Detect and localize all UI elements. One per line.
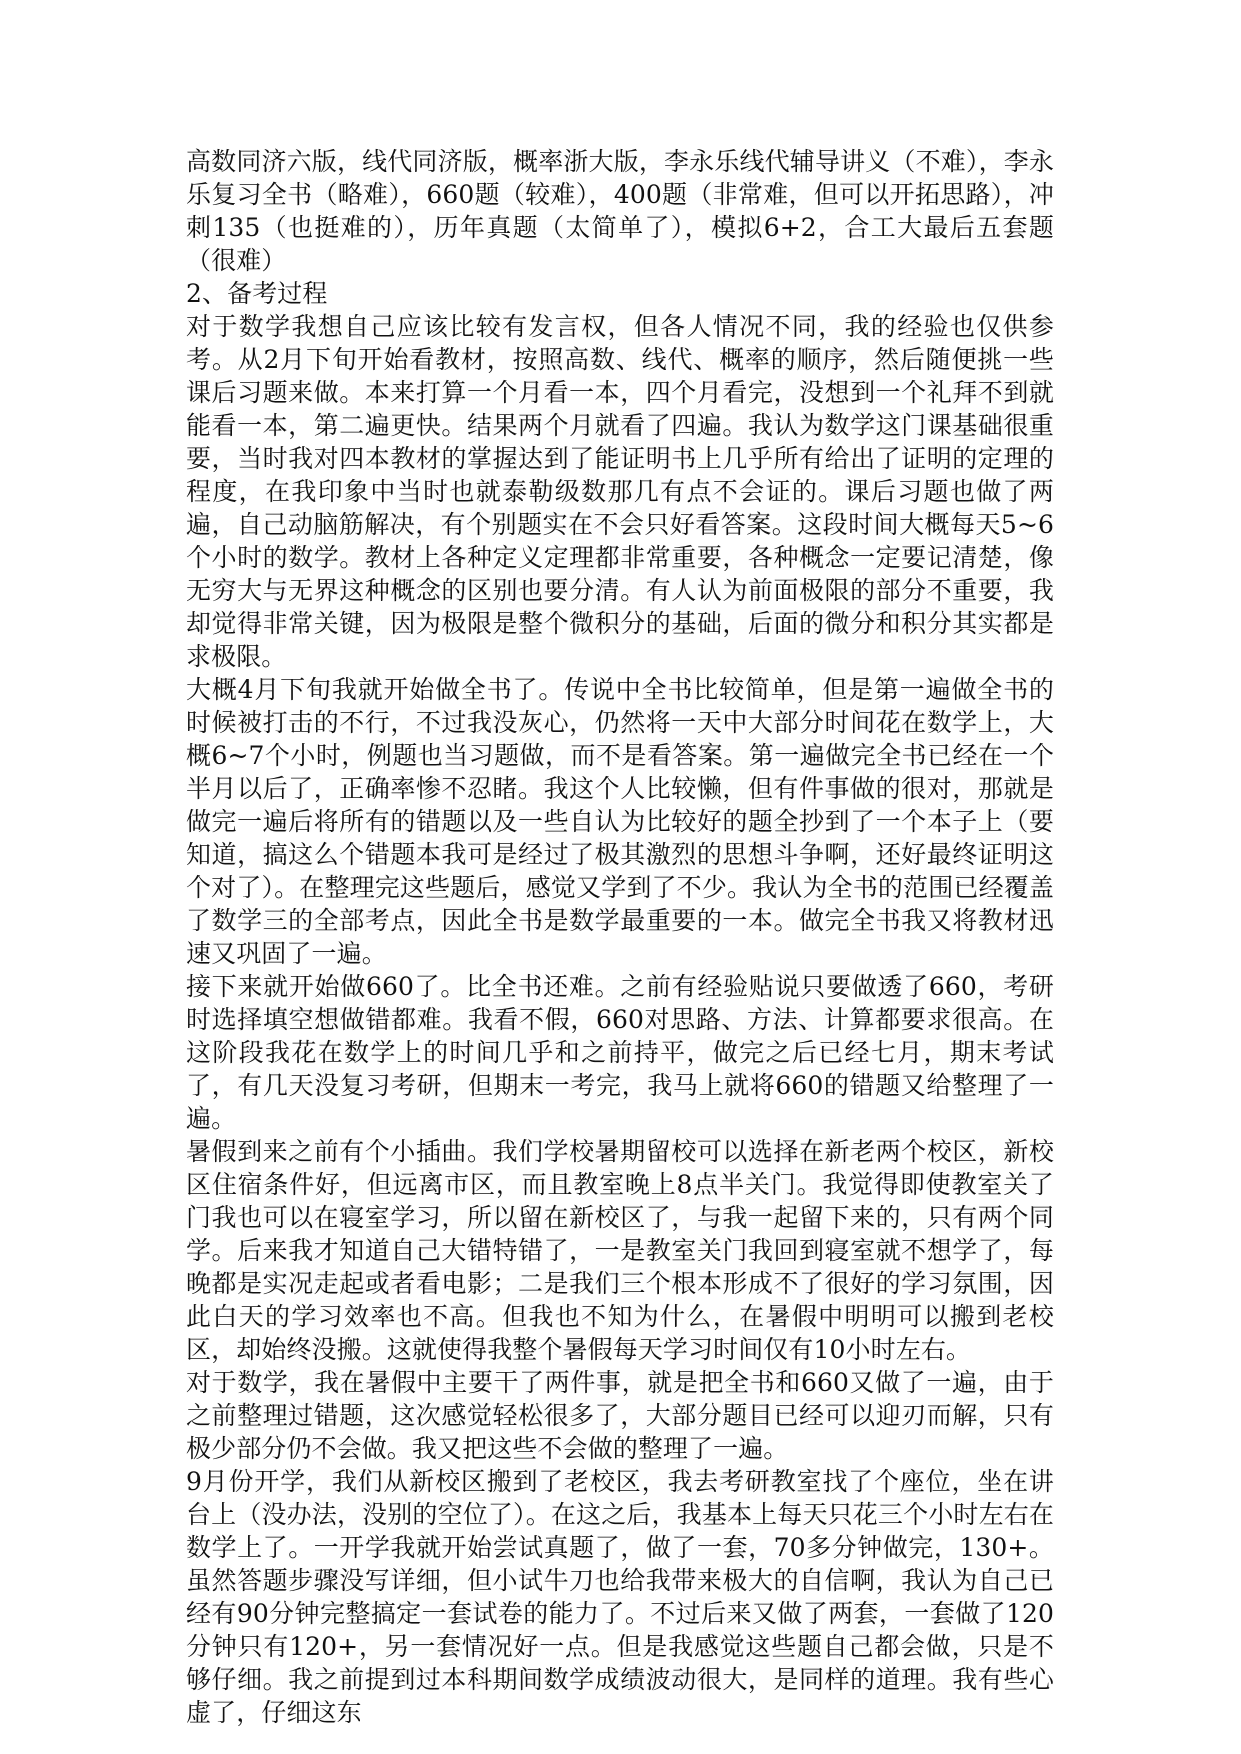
paragraph-660-problems: 接下来就开始做660了。比全书还难。之前有经验贴说只要做透了660，考研时选择填空想做错都难。我看不假，660对思路、方法、计算都要求很高。在这阶段我花在数学上的时间几乎和之前持平，做完之后已经七月，期末考试了，有几天没复习考研，但期末一考完，我马上就将660的错题又给整理了一遍。 xyxy=(186,972,1054,1133)
document-body xyxy=(186,145,1054,1729)
paragraph-book-list: 高数同济六版，线代同济版，概率浙大版，李永乐线代辅导讲义（不难），李永乐复习全书（略难），660题（较难），400题（非常难，但可以开拓思路），冲刺135（也挺难的），历年真题（太简单了），模拟6+2，合工大最后五套题（很难） xyxy=(186,147,1054,275)
paragraph-summer-episode: 暑假到来之前有个小插曲。我们学校暑期留校可以选择在新老两个校区，新校区住宿条件好，但远离市区，而且教室晚上8点半关门。我觉得即使教室关了门我也可以在寝室学习，所以留在新校区了，与我一起留下来的，只有两个同学。后来我才知道自己大错特错了，一是教室关门我回到寝室就不想学了，每晚都是实况走起或者看电影；二是我们三个根本形成不了很好的学习氛围，因此白天的学习效率也不高。但我也不知为什么，在暑假中明明可以搬到老校区，却始终没搬。这就使得我整个暑假每天学习时间仅有10小时左右。 xyxy=(186,1137,1054,1364)
paragraph-summer-math: 对于数学，我在暑假中主要干了两件事，就是把全书和660又做了一遍，由于之前整理过错题，这次感觉轻松很多了，大部分题目已经可以迎刃而解，只有极少部分仍不会做。我又把这些不会做的整理了一遍。 xyxy=(186,1368,1054,1463)
paragraph-september: 9月份开学，我们从新校区搬到了老校区，我去考研教室找了个座位，坐在讲台上（没办法，没别的空位了）。在这之后，我基本上每天只花三个小时左右在数学上了。一开学我就开始尝试真题了，做了一套，70多分钟做完，130+。虽然答题步骤没写详细，但小试牛刀也给我带来极大的自信啊，我认为自己已经有90分钟完整搞定一套试卷的能力了。不过后来又做了两套，一套做了120分钟只有120+，另一套情况好一点。但是我感觉这些题自己都会做，只是不够仔细。我之前提到过本科期间数学成绩波动很大，是同样的道理。我有些心虚了，仔细这东 xyxy=(186,1467,1054,1727)
paragraph-review-book: 大概4月下旬我就开始做全书了。传说中全书比较简单，但是第一遍做全书的时候被打击的不行，不过我没灰心，仍然将一天中大部分时间花在数学上，大概6~7个小时，例题也当习题做，而不是看答案。第一遍做完全书已经在一个半月以后了，正确率惨不忍睹。我这个人比较懒，但有件事做的很对，那就是做完一遍后将所有的错题以及一些自认为比较好的题全抄到了一个本子上（要知道，搞这么个错题本我可是经过了极其激烈的思想斗争啊，还好最终证明这个对了）。在整理完这些题后，感觉又学到了不少。我认为全书的范围已经覆盖了数学三的全部考点，因此全书是数学最重要的一本。做完全书我又将教材迅速又巩固了一遍。 xyxy=(186,675,1054,968)
section-heading-preparation: 2、备考过程 xyxy=(186,279,328,308)
paragraph-math-textbooks: 对于数学我想自己应该比较有发言权，但各人情况不同，我的经验也仅供参考。从2月下旬开始看教材，按照高数、线代、概率的顺序，然后随便挑一些课后习题来做。本来打算一个月看一本，四个月看完，没想到一个礼拜不到就能看一本，第二遍更快。结果两个月就看了四遍。我认为数学这门课基础很重要，当时我对四本教材的掌握达到了能证明书上几乎所有给出了证明的定理的程度，在我印象中当时也就泰勒级数那几有点不会证的。课后习题也做了两遍，自己动脑筋解决，有个别题实在不会只好看答案。这段时间大概每天5~6个小时的数学。教材上各种定义定理都非常重要，各种概念一定要记清楚，像无穷大与无界这种概念的区别也要分清。有人认为前面极限的部分不重要，我却觉得非常关键，因为极限是整个微积分的基础，后面的微分和积分其实都是求极限。 xyxy=(186,312,1054,671)
